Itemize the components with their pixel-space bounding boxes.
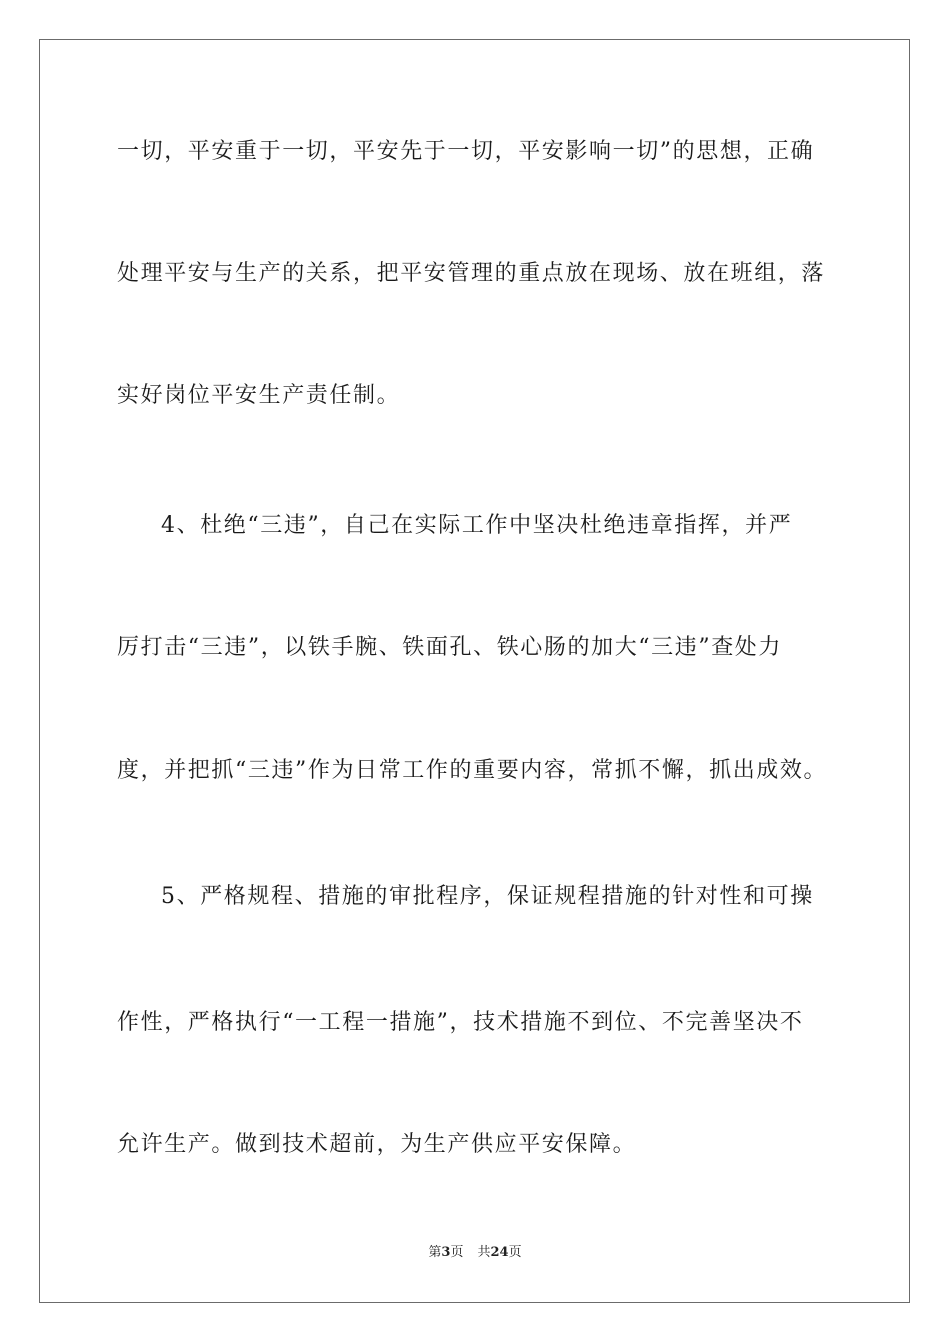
page-footer [0,1244,950,1262]
body-line-2: 处理平安与生产的关系，把平安管理的重点放在现场、放在班组，落 [117,261,826,286]
page-suffix: 页 [450,1245,464,1260]
page-current: 3 [441,1245,451,1260]
body-line-4: 4、杜绝“三违”，自己在实际工作中坚决杜绝违章指挥，并严 [161,513,793,538]
body-line-3: 实好岗位平安生产责任制。 [117,383,401,408]
body-line-1: 一切，平安重于一切，平安先于一切，平安影响一切”的思想，正确 [117,139,815,164]
page-border [39,39,910,1303]
body-line-5: 厉打击“三违”，以铁手腕、铁面孔、铁心肠的加大“三违”查处力 [117,635,782,660]
body-line-8: 作性，严格执行“一工程一措施”，技术措施不到位、不完善坚决不 [117,1010,804,1035]
page-total: 24 [490,1245,509,1260]
body-line-9: 允许生产。做到技术超前，为生产供应平安保障。 [117,1132,637,1157]
body-line-7: 5、严格规程、措施的审批程序，保证规程措施的针对性和可操 [161,884,814,909]
total-suffix: 页 [508,1245,522,1260]
total-prefix: 共 [477,1245,491,1260]
page-prefix: 第 [428,1245,442,1260]
body-line-6: 度，并把抓“三违”作为日常工作的重要内容，常抓不懈，抓出成效。 [117,758,828,783]
